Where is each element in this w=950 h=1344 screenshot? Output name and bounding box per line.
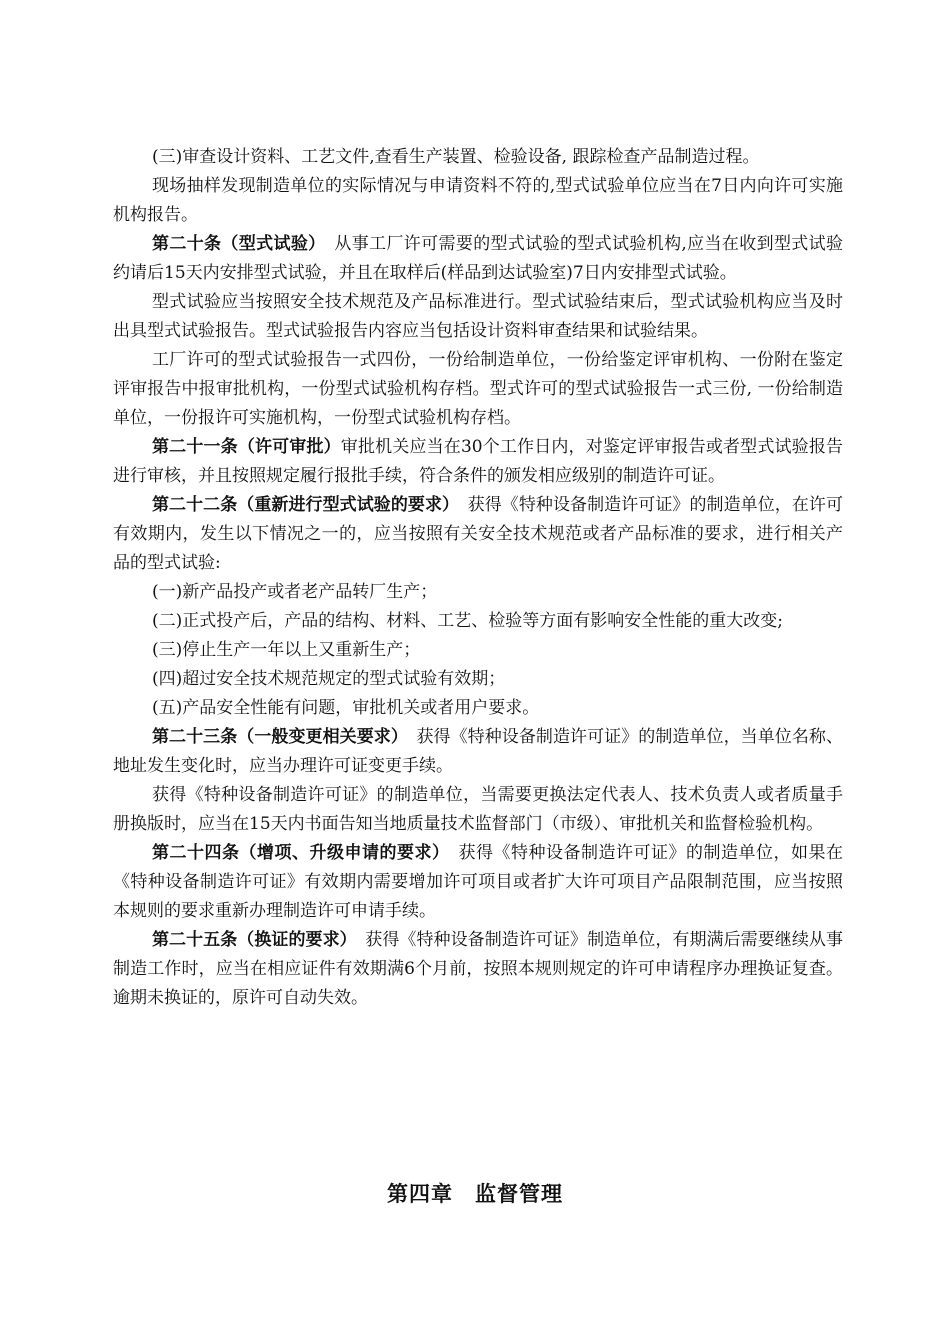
list-item [113,665,843,694]
paragraph [113,230,843,288]
paragraph-text: (二)正式投产后，产品的结构、材料、工艺、检验等方面有影响安全性能的重大改变; [152,611,783,631]
paragraph-text: 从事工厂许可需要的型式试验的型式试验机构,应当在收到型式试验约请后15天内安排型式试验，并且在取样后(样品到达试验室)7日内安排型式试验。 [113,234,844,283]
paragraph-text: 审批机关应当在30个工作日内，对鉴定评审报告或者型式试验报告进行审核，并且按照规定履行报批手续，符合条件的颁发相应级别的制造许可证。 [113,437,843,486]
paragraph [113,346,843,433]
article-heading: 第二十一条（许可审批） [152,437,341,457]
list-item [113,607,843,636]
paragraph [113,723,843,781]
paragraph [113,839,843,926]
paragraph [113,288,843,346]
list-item [113,578,843,607]
paragraph-text: 获得《特种设备制造许可证》的制造单位，在许可有效期内，发生以下情况之一的，应当按照有关安全技术规范或者产品标准的要求，进行相关产品的型式试验: [113,495,843,573]
paragraph-text: (一)新产品投产或者老产品转厂生产； [152,582,438,602]
paragraph-text: 获得《特种设备制造许可证》制造单位，有期满后需要继续从事制造工作时，应当在相应证件有效期满6个月前，按照本规则规定的许可申请程序办理换证复查。逾期未换证的，原许可自动失效。 [113,930,843,1008]
article-heading: 第二十二条（重新进行型式试验的要求） [152,495,451,515]
paragraph-text: (三)停止生产一年以上又重新生产； [152,640,421,660]
article-heading: 第二十三条（一般变更相关要求） [152,727,400,747]
article-heading: 第二十条（型式试验） [152,234,318,254]
paragraph [113,926,843,1013]
paragraph-text: (五)产品安全性能有问题，审批机关或者用户要求。 [152,698,540,718]
paragraph-text: 型式试验应当按照安全技术规范及产品标准进行。型式试验结束后，型式试验机构应当及时出具型式试验报告。型式试验报告内容应当包括设计资料审查结果和试验结果。 [113,292,843,341]
list-item [113,694,843,723]
article-heading: 第二十五条（换证的要求） [152,930,349,950]
chapter-title: 第四章 监督管理 [387,1182,563,1206]
list-item [113,636,843,665]
paragraph [113,143,843,172]
paragraph-text: 获得《特种设备制造许可证》的制造单位，如果在《特种设备制造许可证》有效期内需要增加许可项目或者扩大许可项目产品限制范围，应当按照本规则的要求重新办理制造许可申请手续。 [113,843,843,921]
paragraph [113,781,843,839]
paragraph-text: 工厂许可的型式试验报告一式四份，一份给制造单位，一份给鉴定评审机构、一份附在鉴定评审报告中报审批机构，一份型式试验机构存档。型式许可的型式试验报告一式三份, 一份给制造单位，一份报许可实施机构，一份型式试验机构存档。 [113,350,843,428]
article-heading: 第二十四条（增项、升级申请的要求） [152,843,441,863]
paragraph-text: (三)审查设计资料、工艺文件,查看生产装置、检验设备, 跟踪检查产品制造过程。 [152,147,760,167]
paragraph [113,433,843,491]
paragraph-text: 现场抽样发现制造单位的实际情况与申请资料不符的,型式试验单位应当在7日内向许可实施机构报告。 [113,176,843,225]
paragraph-text: 获得《特种设备制造许可证》的制造单位，当单位名称、地址发生变化时，应当办理许可证变更手续。 [113,727,843,776]
paragraph-text: (四)超过安全技术规范规定的型式试验有效期； [152,669,506,689]
paragraph [113,172,843,230]
paragraph-text: 获得《特种设备制造许可证》的制造单位，当需要更换法定代表人、技术负责人或者质量手册换版时，应当在15天内书面告知当地质量技术监督部门（市级）、审批机关和监督检验机构。 [113,785,843,834]
paragraph [113,491,843,578]
document-body [113,143,843,1013]
